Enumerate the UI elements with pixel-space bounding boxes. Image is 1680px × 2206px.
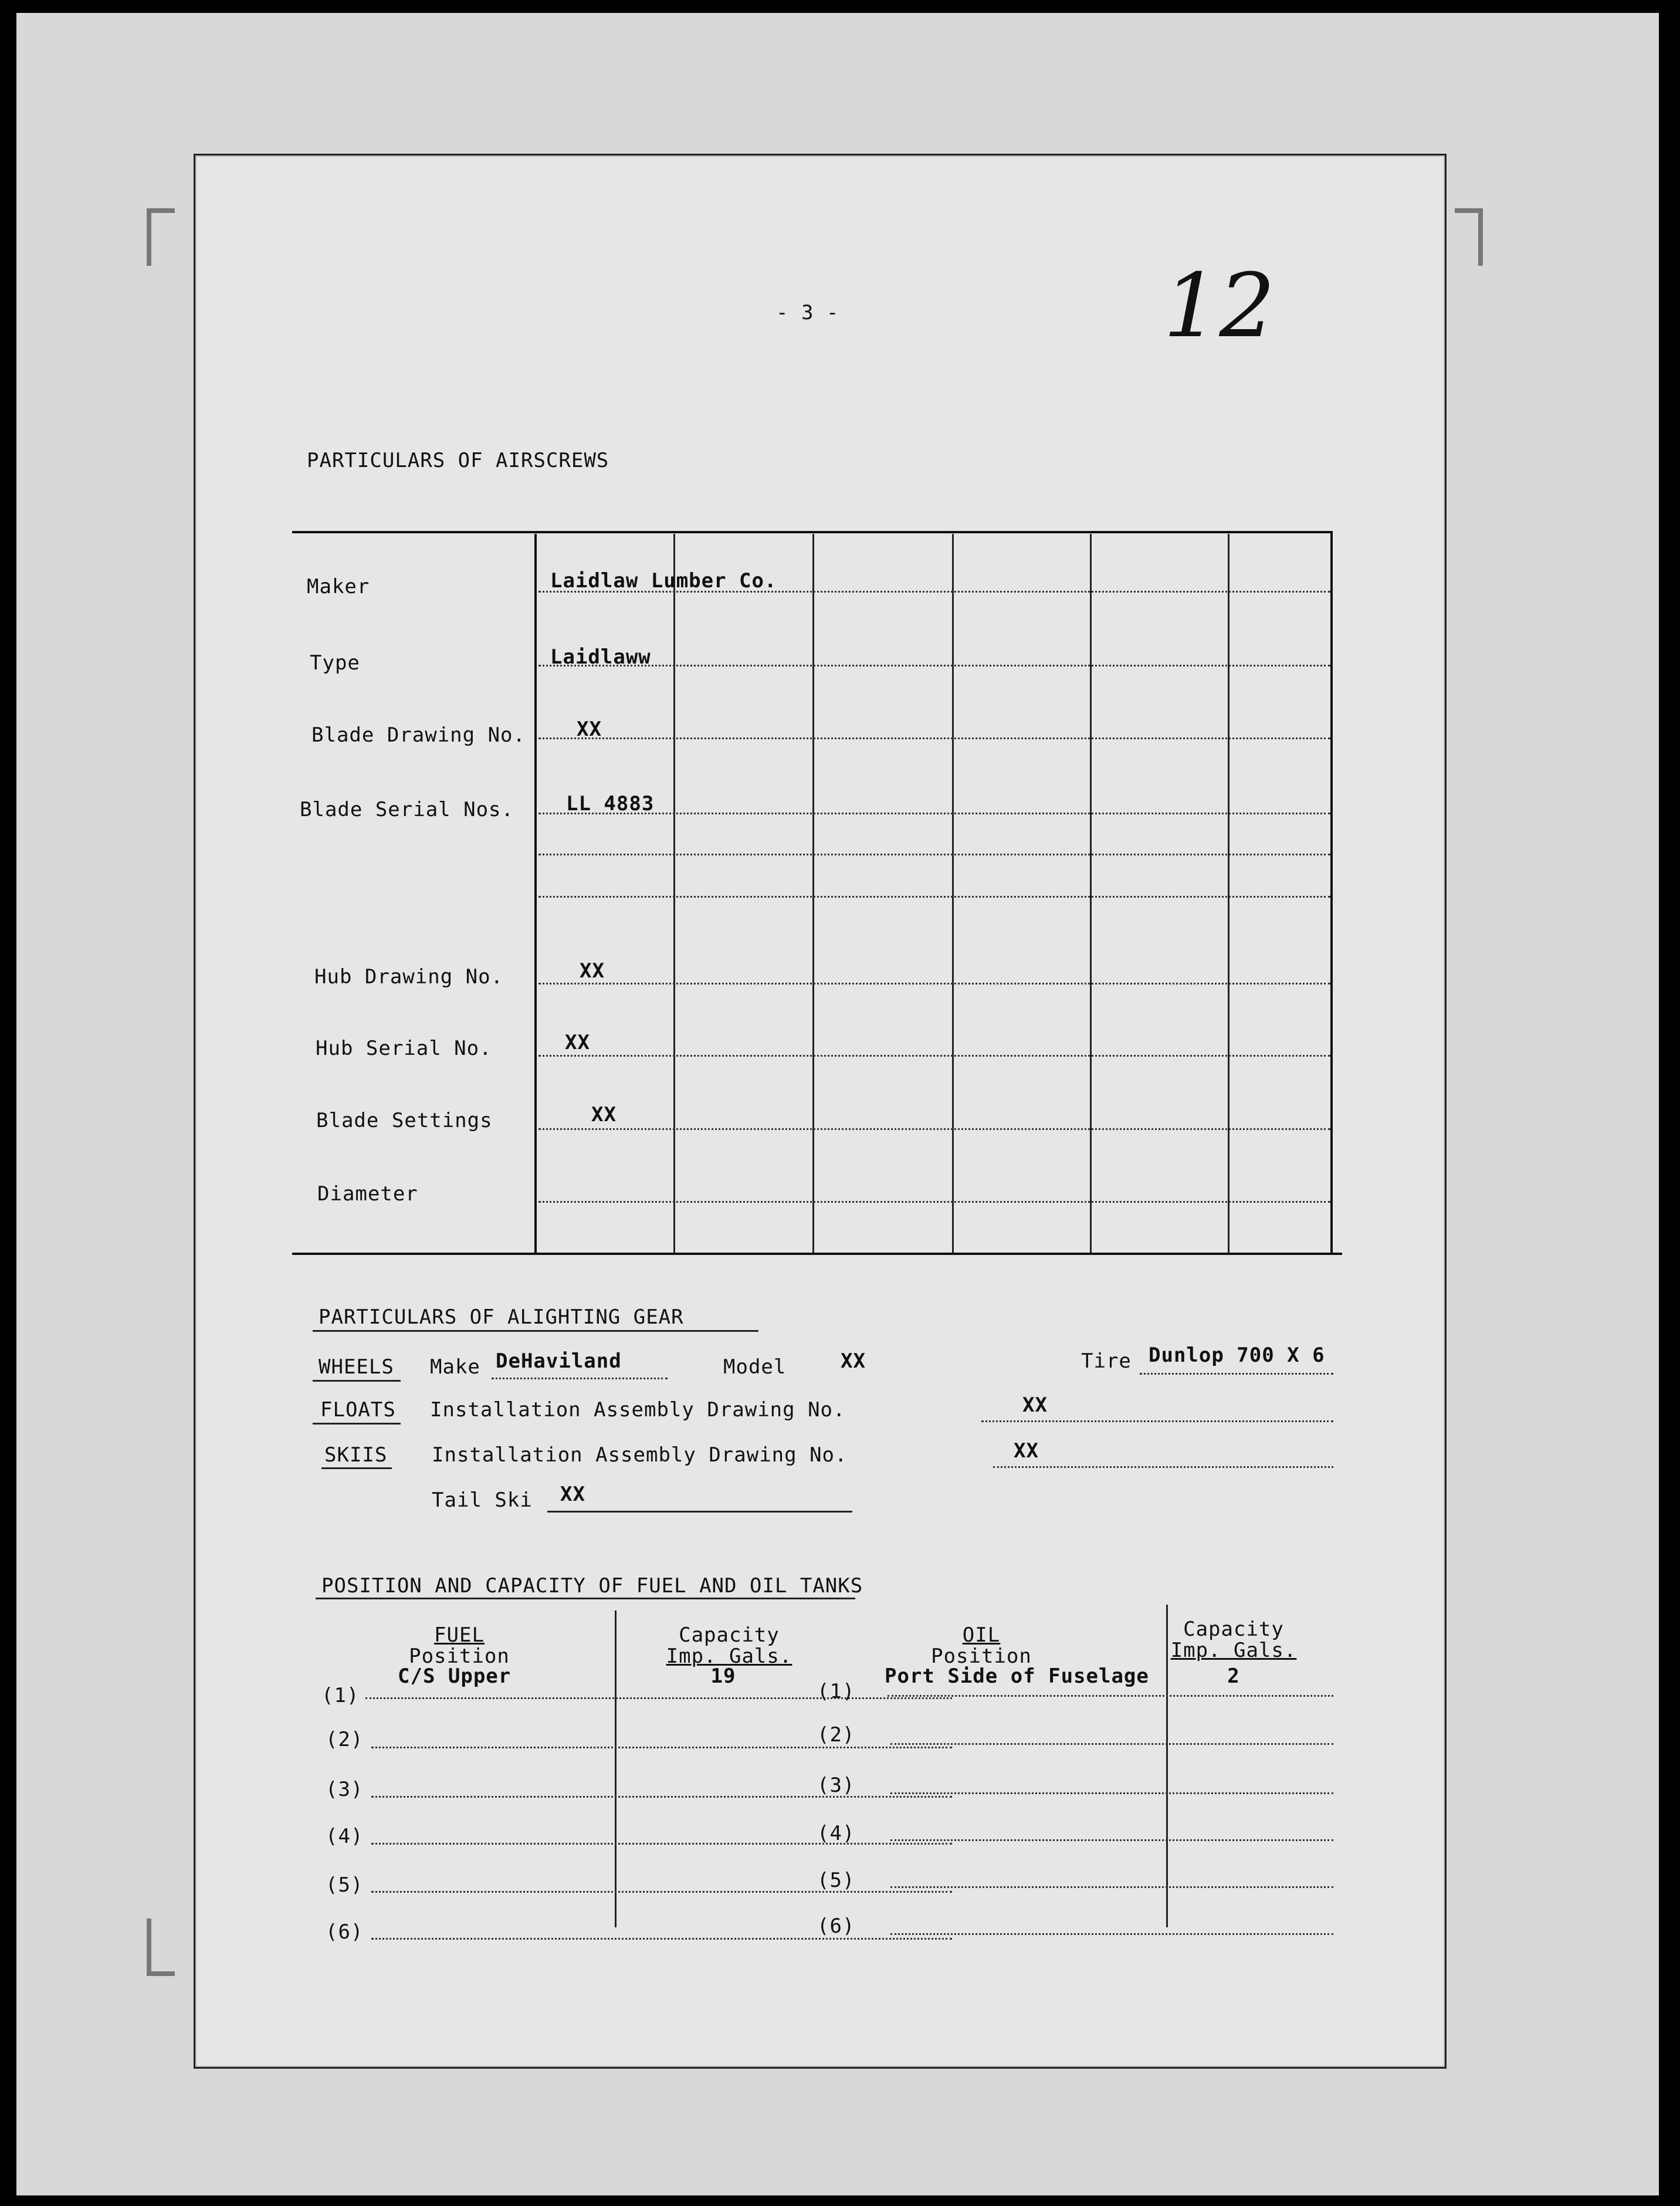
tire-label: Tire: [1081, 1349, 1132, 1373]
model-value: XX: [841, 1349, 866, 1373]
oil-header: OIL: [962, 1623, 1001, 1647]
diameter-label: Diameter: [317, 1182, 418, 1206]
hub-drawing-label: Hub Drawing No.: [314, 965, 504, 989]
skiis-value: XX: [1014, 1439, 1039, 1463]
fuel-capacity-unit: Imp. Gals.: [666, 1645, 792, 1668]
skiis-label: SKIIS: [324, 1443, 388, 1467]
floats-label: FLOATS: [320, 1398, 396, 1422]
tire-value: Dunlop 700 X 6: [1149, 1344, 1325, 1367]
blade-settings-value: XX: [591, 1103, 617, 1126]
airscrews-title: PARTICULARS OF AIRSCREWS: [307, 449, 609, 472]
hub-serial-label: Hub Serial No.: [316, 1037, 492, 1060]
oil-capacity: 2: [1227, 1664, 1240, 1688]
type-label: Type: [310, 651, 360, 675]
page-number: - 3 -: [776, 301, 839, 324]
oil-position: Port Side of Fuselage: [885, 1664, 1149, 1688]
fuel-position: C/S Upper: [398, 1664, 512, 1688]
fuel-row-number: (6): [326, 1920, 364, 1944]
crop-mark: [1455, 208, 1483, 266]
oil-row-number: (1): [817, 1680, 855, 1703]
fuel-position-header: Position: [409, 1645, 510, 1668]
make-label: Make: [430, 1355, 480, 1379]
type-value: Laidlaww: [550, 645, 651, 669]
floats-text: Installation Assembly Drawing No.: [430, 1398, 846, 1422]
hub-drawing-value: XX: [580, 959, 605, 983]
maker-value: Laidlaw Lumber Co.: [550, 569, 777, 593]
oil-row-number: (3): [817, 1774, 855, 1797]
fuel-row-number: (5): [326, 1873, 364, 1897]
oil-row-number: (5): [817, 1869, 855, 1892]
wheels-label: WHEELS: [319, 1355, 394, 1379]
skiis-text: Installation Assembly Drawing No.: [432, 1443, 848, 1467]
crop-mark: [147, 208, 175, 266]
model-label: Model: [723, 1355, 787, 1379]
alighting-gear-title: PARTICULARS OF ALIGHTING GEAR: [319, 1305, 684, 1329]
handwritten-number: 12: [1163, 255, 1275, 357]
oil-position-header: Position: [931, 1645, 1032, 1668]
blade-serial-value: LL 4883: [566, 792, 655, 816]
blade-serial-label: Blade Serial Nos.: [300, 798, 514, 821]
tail-ski-label: Tail Ski: [432, 1488, 533, 1512]
fuel-row-number: (2): [326, 1728, 364, 1751]
oil-row-number: (6): [817, 1914, 855, 1938]
blade-drawing-label: Blade Drawing No.: [311, 723, 526, 747]
hub-serial-value: XX: [565, 1031, 590, 1054]
oil-capacity-header: Capacity: [1183, 1618, 1284, 1641]
fuel-row-number: (3): [326, 1778, 364, 1801]
fuel-header: FUEL: [434, 1623, 485, 1647]
make-value: DeHaviland: [496, 1349, 622, 1373]
tanks-title: POSITION AND CAPACITY OF FUEL AND OIL TANKS: [321, 1574, 863, 1598]
oil-row-number: (4): [817, 1822, 855, 1845]
tail-ski-value: XX: [560, 1483, 585, 1506]
blade-settings-label: Blade Settings: [316, 1109, 493, 1132]
floats-value: XX: [1022, 1393, 1048, 1417]
fuel-row-number: (1): [321, 1684, 360, 1707]
blade-drawing-value: XX: [577, 718, 602, 741]
document-sheet: [194, 154, 1447, 2069]
fuel-row-number: (4): [326, 1825, 364, 1848]
fuel-capacity-header: Capacity: [679, 1623, 780, 1647]
fuel-capacity: 19: [710, 1664, 736, 1688]
oil-capacity-unit: Imp. Gals.: [1170, 1639, 1297, 1662]
crop-mark: [147, 1919, 175, 1976]
oil-row-number: (2): [817, 1723, 855, 1747]
maker-label: Maker: [307, 575, 370, 598]
